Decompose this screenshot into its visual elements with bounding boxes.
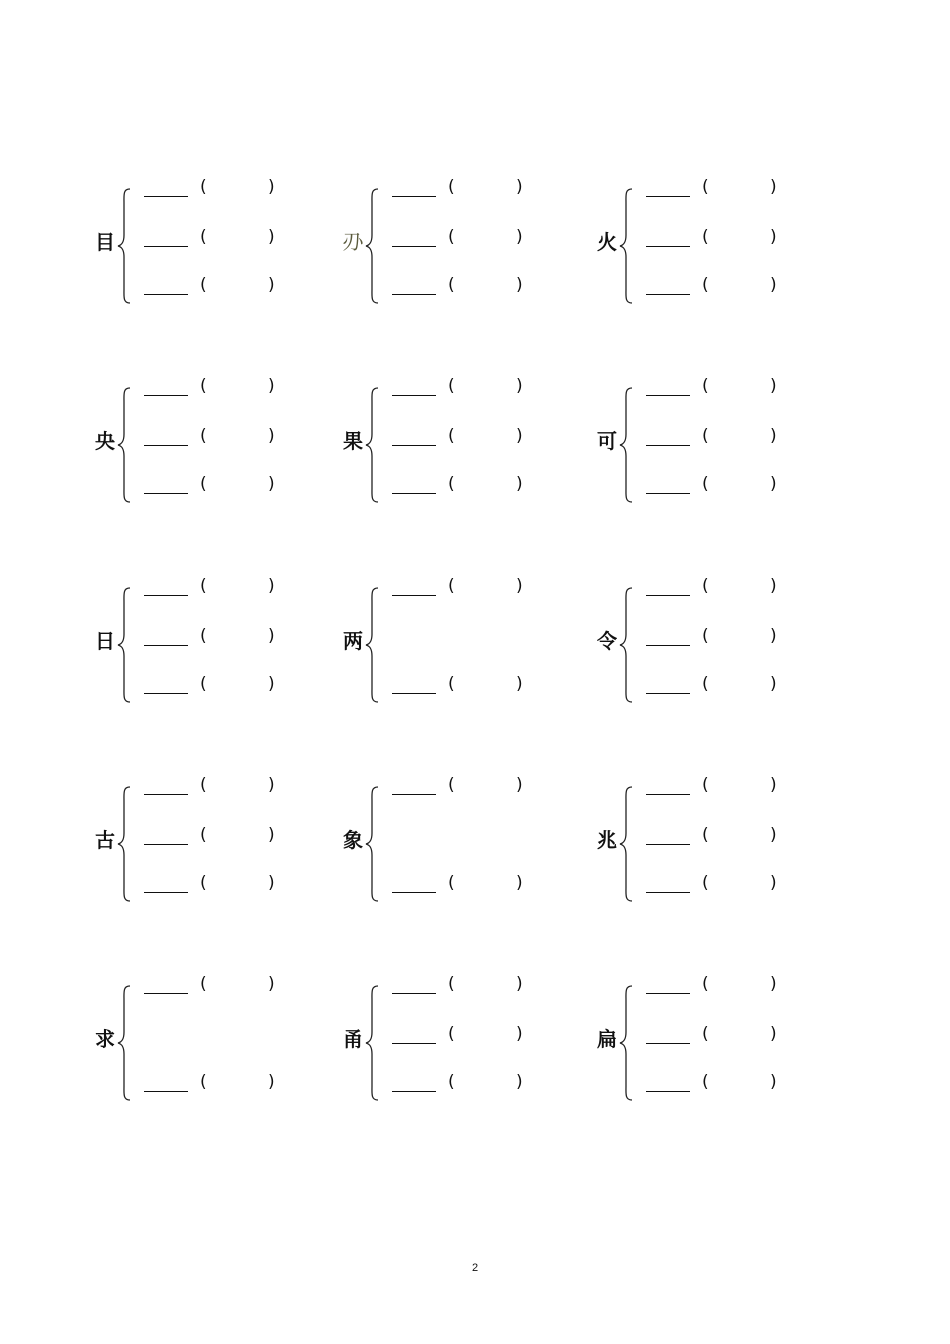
curly-brace bbox=[116, 984, 132, 1102]
answer-blank[interactable] bbox=[392, 294, 436, 295]
character-group bbox=[340, 576, 580, 716]
curly-brace bbox=[116, 386, 132, 504]
answer-row bbox=[392, 426, 592, 450]
right-paren: ) bbox=[770, 426, 777, 446]
right-paren: ) bbox=[516, 1072, 523, 1092]
radical-character: 目 bbox=[95, 230, 115, 254]
answer-blank[interactable] bbox=[144, 693, 188, 694]
right-paren: ) bbox=[516, 177, 523, 197]
answer-blank[interactable] bbox=[646, 595, 690, 596]
left-paren: ( bbox=[200, 177, 207, 197]
answer-blank[interactable] bbox=[646, 693, 690, 694]
radical-character: 刅 bbox=[342, 230, 364, 254]
answer-blank[interactable] bbox=[646, 395, 690, 396]
left-paren: ( bbox=[448, 474, 455, 494]
left-paren: ( bbox=[448, 674, 455, 694]
curly-brace bbox=[364, 785, 380, 903]
answer-row bbox=[392, 576, 592, 600]
answer-blank[interactable] bbox=[392, 892, 436, 893]
right-paren: ) bbox=[770, 974, 777, 994]
left-paren: ( bbox=[702, 227, 709, 247]
radical-character: 可 bbox=[597, 429, 617, 453]
answer-blank[interactable] bbox=[144, 395, 188, 396]
answer-blank[interactable] bbox=[144, 1091, 188, 1092]
answer-blank[interactable] bbox=[144, 493, 188, 494]
right-paren: ) bbox=[268, 576, 275, 596]
right-paren: ) bbox=[516, 576, 523, 596]
left-paren: ( bbox=[702, 474, 709, 494]
answer-row bbox=[392, 177, 592, 201]
curly-brace bbox=[364, 386, 380, 504]
left-paren: ( bbox=[448, 1072, 455, 1092]
character-group bbox=[594, 775, 834, 915]
answer-row bbox=[392, 974, 592, 998]
left-paren: ( bbox=[200, 775, 207, 795]
left-paren: ( bbox=[448, 227, 455, 247]
right-paren: ) bbox=[770, 775, 777, 795]
radical-character: 兆 bbox=[597, 828, 617, 852]
curly-brace bbox=[618, 785, 634, 903]
right-paren: ) bbox=[268, 873, 275, 893]
right-paren: ) bbox=[770, 474, 777, 494]
answer-row bbox=[646, 775, 846, 799]
left-paren: ( bbox=[200, 974, 207, 994]
answer-row bbox=[144, 775, 344, 799]
left-paren: ( bbox=[200, 576, 207, 596]
answer-blank[interactable] bbox=[392, 445, 436, 446]
left-paren: ( bbox=[702, 376, 709, 396]
character-group bbox=[340, 775, 580, 915]
answer-blank[interactable] bbox=[392, 595, 436, 596]
right-paren: ) bbox=[268, 376, 275, 396]
curly-brace bbox=[364, 586, 380, 704]
left-paren: ( bbox=[200, 873, 207, 893]
answer-row bbox=[646, 576, 846, 600]
radical-character: 求 bbox=[95, 1027, 115, 1051]
answer-row bbox=[646, 873, 846, 897]
answer-row bbox=[646, 376, 846, 400]
right-paren: ) bbox=[516, 275, 523, 295]
answer-row bbox=[646, 825, 846, 849]
right-paren: ) bbox=[516, 1024, 523, 1044]
right-paren: ) bbox=[770, 227, 777, 247]
answer-row bbox=[392, 873, 592, 897]
right-paren: ) bbox=[268, 177, 275, 197]
right-paren: ) bbox=[770, 376, 777, 396]
character-group bbox=[340, 974, 580, 1114]
left-paren: ( bbox=[200, 674, 207, 694]
answer-blank[interactable] bbox=[392, 794, 436, 795]
answer-row bbox=[646, 227, 846, 251]
answer-row bbox=[392, 1072, 592, 1096]
answer-row bbox=[144, 873, 344, 897]
curly-brace bbox=[364, 984, 380, 1102]
right-paren: ) bbox=[770, 1072, 777, 1092]
answer-row bbox=[144, 576, 344, 600]
answer-row bbox=[392, 674, 592, 698]
left-paren: ( bbox=[702, 825, 709, 845]
radical-character: 象 bbox=[343, 828, 363, 852]
answer-row bbox=[144, 474, 344, 498]
character-group bbox=[594, 376, 834, 516]
right-paren: ) bbox=[516, 873, 523, 893]
left-paren: ( bbox=[702, 1072, 709, 1092]
right-paren: ) bbox=[268, 825, 275, 845]
right-paren: ) bbox=[268, 626, 275, 646]
answer-blank[interactable] bbox=[392, 693, 436, 694]
right-paren: ) bbox=[268, 426, 275, 446]
right-paren: ) bbox=[516, 376, 523, 396]
answer-blank[interactable] bbox=[392, 493, 436, 494]
answer-blank[interactable] bbox=[392, 196, 436, 197]
right-paren: ) bbox=[770, 275, 777, 295]
answer-blank[interactable] bbox=[646, 794, 690, 795]
right-paren: ) bbox=[516, 426, 523, 446]
left-paren: ( bbox=[448, 426, 455, 446]
character-group bbox=[92, 177, 332, 317]
curly-brace bbox=[116, 187, 132, 305]
answer-blank[interactable] bbox=[144, 294, 188, 295]
answer-blank[interactable] bbox=[646, 993, 690, 994]
answer-blank[interactable] bbox=[144, 246, 188, 247]
answer-row bbox=[144, 426, 344, 450]
right-paren: ) bbox=[268, 775, 275, 795]
character-group bbox=[92, 974, 332, 1114]
answer-row bbox=[144, 376, 344, 400]
curly-brace bbox=[618, 586, 634, 704]
answer-row bbox=[392, 376, 592, 400]
answer-blank[interactable] bbox=[392, 246, 436, 247]
left-paren: ( bbox=[200, 275, 207, 295]
answer-row bbox=[392, 227, 592, 251]
answer-row bbox=[144, 177, 344, 201]
right-paren: ) bbox=[268, 474, 275, 494]
left-paren: ( bbox=[448, 873, 455, 893]
answer-blank[interactable] bbox=[144, 196, 188, 197]
radical-character: 火 bbox=[597, 230, 617, 254]
answer-blank[interactable] bbox=[646, 196, 690, 197]
left-paren: ( bbox=[200, 825, 207, 845]
answer-row bbox=[646, 275, 846, 299]
right-paren: ) bbox=[516, 974, 523, 994]
radical-character: 古 bbox=[95, 828, 115, 852]
left-paren: ( bbox=[448, 576, 455, 596]
left-paren: ( bbox=[448, 775, 455, 795]
left-paren: ( bbox=[702, 576, 709, 596]
curly-brace bbox=[618, 984, 634, 1102]
character-group bbox=[92, 576, 332, 716]
radical-character: 央 bbox=[95, 429, 115, 453]
answer-blank[interactable] bbox=[392, 395, 436, 396]
answer-blank[interactable] bbox=[144, 844, 188, 845]
right-paren: ) bbox=[268, 974, 275, 994]
left-paren: ( bbox=[200, 376, 207, 396]
answer-row bbox=[646, 626, 846, 650]
curly-brace bbox=[116, 785, 132, 903]
left-paren: ( bbox=[448, 177, 455, 197]
character-group bbox=[594, 974, 834, 1114]
answer-row bbox=[646, 177, 846, 201]
radical-character: 两 bbox=[343, 629, 363, 653]
right-paren: ) bbox=[268, 227, 275, 247]
curly-brace bbox=[618, 386, 634, 504]
radical-character: 扁 bbox=[597, 1027, 617, 1051]
answer-row bbox=[392, 474, 592, 498]
answer-row bbox=[144, 974, 344, 998]
answer-row bbox=[392, 275, 592, 299]
answer-blank[interactable] bbox=[646, 493, 690, 494]
answer-row bbox=[646, 1024, 846, 1048]
curly-brace bbox=[618, 187, 634, 305]
right-paren: ) bbox=[770, 873, 777, 893]
radical-character: 日 bbox=[95, 629, 115, 653]
character-group bbox=[340, 376, 580, 516]
answer-blank[interactable] bbox=[646, 294, 690, 295]
right-paren: ) bbox=[770, 576, 777, 596]
right-paren: ) bbox=[770, 674, 777, 694]
left-paren: ( bbox=[200, 474, 207, 494]
radical-character: 甬 bbox=[343, 1027, 363, 1051]
right-paren: ) bbox=[516, 674, 523, 694]
right-paren: ) bbox=[268, 1072, 275, 1092]
curly-brace bbox=[116, 586, 132, 704]
left-paren: ( bbox=[448, 275, 455, 295]
left-paren: ( bbox=[448, 376, 455, 396]
right-paren: ) bbox=[770, 1024, 777, 1044]
answer-blank[interactable] bbox=[144, 892, 188, 893]
answer-row bbox=[646, 674, 846, 698]
character-group bbox=[594, 576, 834, 716]
answer-row bbox=[646, 474, 846, 498]
answer-blank[interactable] bbox=[646, 445, 690, 446]
answer-row bbox=[144, 626, 344, 650]
answer-blank[interactable] bbox=[144, 445, 188, 446]
right-paren: ) bbox=[516, 227, 523, 247]
left-paren: ( bbox=[702, 974, 709, 994]
right-paren: ) bbox=[516, 775, 523, 795]
curly-brace bbox=[364, 187, 380, 305]
left-paren: ( bbox=[702, 275, 709, 295]
character-group bbox=[92, 376, 332, 516]
left-paren: ( bbox=[200, 227, 207, 247]
left-paren: ( bbox=[702, 873, 709, 893]
answer-row bbox=[144, 674, 344, 698]
answer-row bbox=[144, 227, 344, 251]
right-paren: ) bbox=[770, 177, 777, 197]
left-paren: ( bbox=[702, 626, 709, 646]
left-paren: ( bbox=[702, 426, 709, 446]
answer-blank[interactable] bbox=[144, 993, 188, 994]
answer-blank[interactable] bbox=[646, 645, 690, 646]
answer-blank[interactable] bbox=[144, 794, 188, 795]
left-paren: ( bbox=[702, 775, 709, 795]
right-paren: ) bbox=[770, 825, 777, 845]
answer-row bbox=[392, 1024, 592, 1048]
answer-blank[interactable] bbox=[392, 1091, 436, 1092]
answer-row bbox=[646, 1072, 846, 1096]
left-paren: ( bbox=[702, 1024, 709, 1044]
answer-row bbox=[392, 775, 592, 799]
left-paren: ( bbox=[200, 626, 207, 646]
radical-character: 令 bbox=[597, 629, 617, 653]
character-group bbox=[92, 775, 332, 915]
right-paren: ) bbox=[268, 674, 275, 694]
left-paren: ( bbox=[448, 1024, 455, 1044]
answer-blank[interactable] bbox=[646, 1043, 690, 1044]
answer-blank[interactable] bbox=[646, 892, 690, 893]
character-group bbox=[340, 177, 580, 317]
left-paren: ( bbox=[448, 974, 455, 994]
answer-blank[interactable] bbox=[646, 246, 690, 247]
right-paren: ) bbox=[268, 275, 275, 295]
right-paren: ) bbox=[770, 626, 777, 646]
right-paren: ) bbox=[516, 474, 523, 494]
left-paren: ( bbox=[200, 1072, 207, 1092]
answer-blank[interactable] bbox=[392, 1043, 436, 1044]
page-number: 2 bbox=[471, 1262, 479, 1274]
answer-blank[interactable] bbox=[646, 1091, 690, 1092]
answer-blank[interactable] bbox=[144, 595, 188, 596]
answer-row bbox=[646, 426, 846, 450]
answer-row bbox=[646, 974, 846, 998]
answer-blank[interactable] bbox=[392, 993, 436, 994]
left-paren: ( bbox=[200, 426, 207, 446]
radical-character: 果 bbox=[343, 429, 363, 453]
left-paren: ( bbox=[702, 674, 709, 694]
answer-blank[interactable] bbox=[144, 645, 188, 646]
left-paren: ( bbox=[702, 177, 709, 197]
answer-row bbox=[144, 275, 344, 299]
character-group bbox=[594, 177, 834, 317]
answer-row bbox=[144, 1072, 344, 1096]
answer-blank[interactable] bbox=[646, 844, 690, 845]
answer-row bbox=[144, 825, 344, 849]
